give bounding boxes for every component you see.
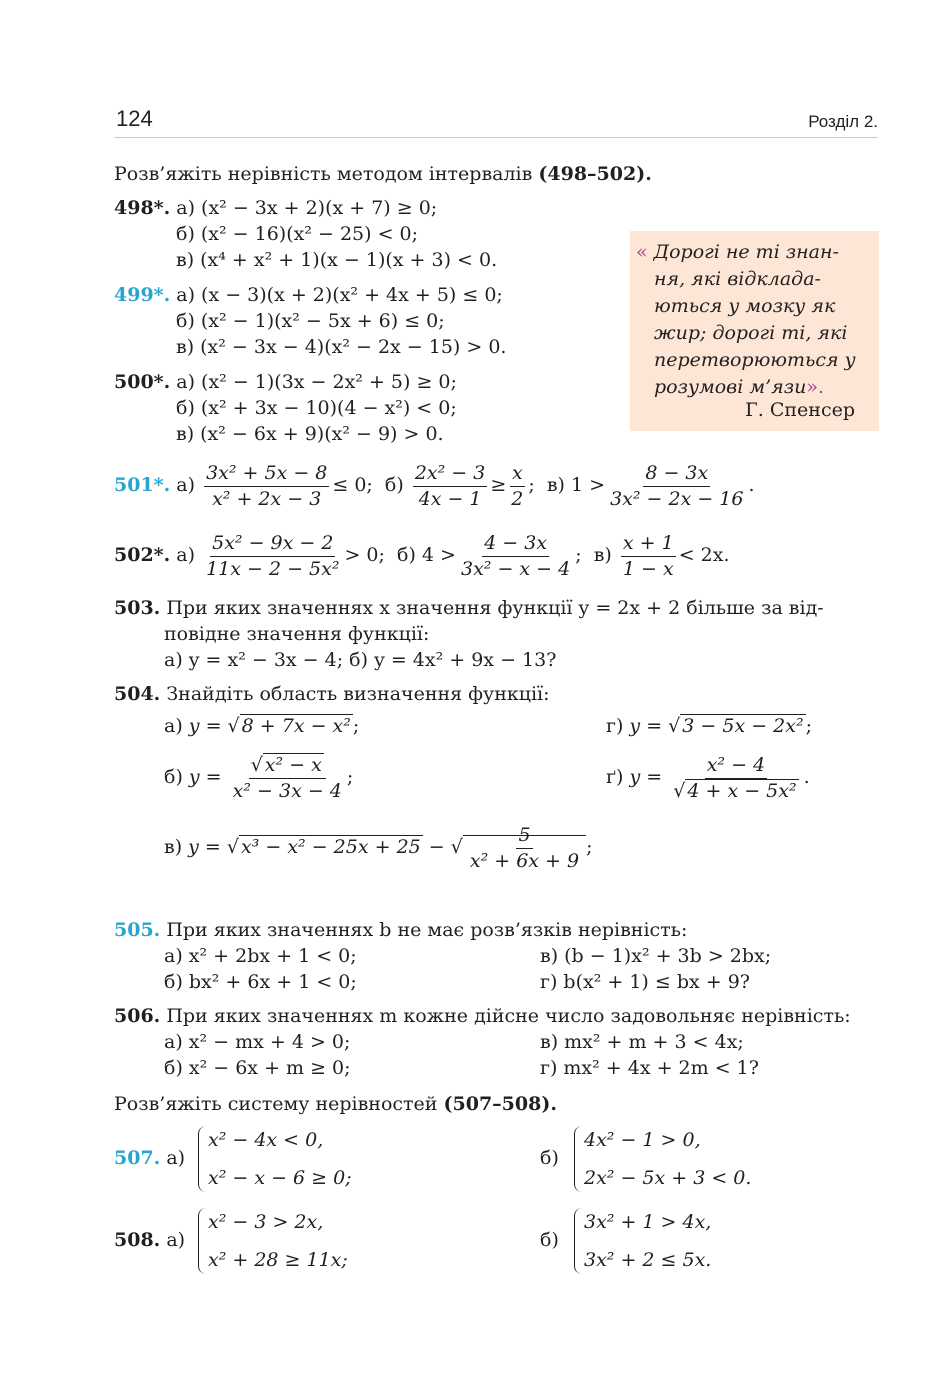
fraction-504v: $\frac{5}{\text{x² + 6x + 9}}$ — [469, 823, 580, 872]
problem-508-b-label: б) — [540, 1229, 559, 1251]
quote-line-5: перетворюються у — [654, 349, 856, 371]
quote-line-4: жир; дорогі ті, які — [654, 322, 848, 344]
intro-498-502: Розв’яжіть нерівність методом інтервалів (498–502). — [114, 163, 652, 185]
problem-506-d: г) mx² + 4x + 2m < 1? — [540, 1057, 759, 1079]
problem-500-c: в) (x² − 6x + 9)(x² − 9) > 0. — [176, 423, 444, 445]
system-507a-line1: x² − 4x < 0, — [208, 1129, 324, 1151]
page-number: 124 — [116, 106, 153, 131]
quote-close-mark: ». — [806, 376, 824, 398]
problem-504-gg: ґ) y = $\frac{\text{x² − 4}}{\text{√ 4 + x − 5x²}}$ . — [606, 753, 810, 802]
system-507b-line2: 2x² − 5x + 3 < 0. — [584, 1167, 752, 1189]
problem-498-b: б) (x² − 16)(x² − 25) < 0; — [176, 223, 419, 245]
problem-502: 502*. а) $\frac{\text{5x² − 9x − 2}}{\text{11x − 2 − 5x²}}$ > 0; б) 4 > $\frac{4 - 3x}{\text{3x² − x − 4}}$ ; в) $\frac{x + 1}{1 - x}$ < 2x. — [114, 531, 730, 580]
problem-506-b: б) x² − 6x + m ≥ 0; — [164, 1057, 351, 1079]
fraction-504gg: $\frac{\text{x² − 4}}{\text{√ 4 + x − 5x²}}$ — [673, 753, 797, 802]
problem-504-b: б) y = $\frac{\text{√ x² − x}}{\text{x² − 3x − 4}}$ ; — [164, 753, 354, 802]
quote-author: Г. Спенсер — [745, 399, 855, 421]
fraction-504b: $\frac{\text{√ x² − x}}{\text{x² − 3x − 4}}$ — [232, 753, 342, 802]
quote-line-6: розумові м’язи». — [654, 376, 824, 398]
fraction-502b: $\frac{4 - 3x}{\text{3x² − x − 4}}$ — [460, 531, 571, 580]
system-brace-507a — [198, 1126, 207, 1192]
fraction-502c: $\frac{x + 1}{1 - x}$ — [622, 531, 674, 580]
problem-505: 505. При яких значеннях b не має розв’язків нерівність: — [114, 919, 688, 941]
system-508a-line2: x² + 28 ≥ 11x; — [208, 1249, 348, 1271]
problem-498: 498*. а) (x² − 3x + 2)(x + 7) ≥ 0; — [114, 197, 438, 219]
problem-506-c: в) mx² + m + 3 < 4x; — [540, 1031, 744, 1053]
problem-505-a: а) x² + 2bx + 1 < 0; — [164, 945, 357, 967]
problem-505-c: в) (b − 1)x² + 3b > 2bx; — [540, 945, 772, 967]
quote-line-2: ня, які відклада- — [654, 268, 821, 290]
problem-506: 506. При яких значеннях m кожне дійсне число задовольняє нерівність: — [114, 1005, 851, 1027]
problem-503: 503. При яких значеннях x значення функції y = 2x + 2 більше за від- — [114, 597, 824, 619]
problem-501: 501*. а) $\frac{\text{3x² + 5x − 8}}{\text{x² + 2x − 3}}$ ≤ 0; б) $\frac{\text{2x² − 3}}{4x - 1}$ ≥ $\frac{x}{2}$ ; в) 1 > $\frac{8 - 3x}{\text{3x² − 2x − 16}}$ . — [114, 461, 755, 510]
fraction-501a: $\frac{\text{3x² + 5x − 8}}{\text{x² + 2x − 3}}$ — [206, 461, 328, 510]
system-507b-line1: 4x² − 1 > 0, — [584, 1129, 701, 1151]
problem-499: 499*. а) (x − 3)(x + 2)(x² + 4x + 5) ≤ 0; — [114, 284, 503, 306]
problem-503-line3: а) y = x² − 3x − 4; б) y = 4x² + 9x − 13? — [164, 649, 557, 671]
system-508b-line2: 3x² + 2 ≤ 5x. — [584, 1249, 712, 1271]
system-brace-508b — [574, 1208, 583, 1274]
quote-line-1: « Дорогі не ті знан- — [636, 241, 839, 263]
fraction-502a: $\frac{\text{5x² − 9x − 2}}{\text{11x − 2 − 5x²}}$ — [206, 531, 340, 580]
problem-507-b-label: б) — [540, 1147, 559, 1169]
system-brace-508a — [198, 1208, 207, 1274]
problem-500: 500*. а) (x² − 1)(3x − 2x² + 5) ≥ 0; — [114, 371, 457, 393]
problem-499-c: в) (x² − 3x − 4)(x² − 2x − 15) > 0. — [176, 336, 507, 358]
system-508a-line1: x² − 3 > 2x, — [208, 1211, 324, 1233]
problem-506-a: а) x² − mx + 4 > 0; — [164, 1031, 351, 1053]
problem-507: 507. а) — [114, 1147, 186, 1169]
system-508b-line1: 3x² + 1 > 4x, — [584, 1211, 712, 1233]
quote-box — [630, 231, 879, 431]
section-title: Розділ 2. — [808, 112, 878, 131]
intro-507-508: Розв’яжіть систему нерівностей (507–508). — [114, 1093, 557, 1115]
header-divider — [114, 137, 878, 138]
problem-504-g: г) y = √ 3 − 5x − 2x² ; — [606, 715, 812, 737]
fraction-501b: $\frac{\text{2x² − 3}}{4x - 1}$ — [414, 461, 486, 510]
problem-504-a: а) y = √ 8 + 7x − x² ; — [164, 715, 360, 737]
problem-505-d: г) b(x² + 1) ≤ bx + 9? — [540, 971, 750, 993]
problem-508: 508. а) — [114, 1229, 186, 1251]
problem-499-b: б) (x² − 1)(x² − 5x + 6) ≤ 0; — [176, 310, 445, 332]
fraction-501c: $\frac{8 - 3x}{\text{3x² − 2x − 16}}$ — [610, 461, 744, 510]
problem-500-b: б) (x² + 3x − 10)(4 − x²) < 0; — [176, 397, 457, 419]
problem-503-line2: повідне значення функції: — [164, 623, 430, 645]
quote-open-mark: « — [636, 241, 648, 263]
problem-504-v: в) y = √ x³ − x² − 25x + 25 − √ $\frac{5}{\text{x² + 6x + 9}}$ ; — [164, 823, 593, 872]
quote-line-3: ються у мозку як — [654, 295, 836, 317]
problem-498-c: в) (x⁴ + x² + 1)(x − 1)(x + 3) < 0. — [176, 249, 498, 271]
problem-505-b: б) bx² + 6x + 1 < 0; — [164, 971, 357, 993]
system-brace-507b — [574, 1126, 583, 1192]
system-507a-line2: x² − x − 6 ≥ 0; — [208, 1167, 352, 1189]
problem-504: 504. Знайдіть область визначення функції: — [114, 683, 550, 705]
fraction-501b-rhs: $\frac{x}{2}$ — [511, 461, 524, 510]
